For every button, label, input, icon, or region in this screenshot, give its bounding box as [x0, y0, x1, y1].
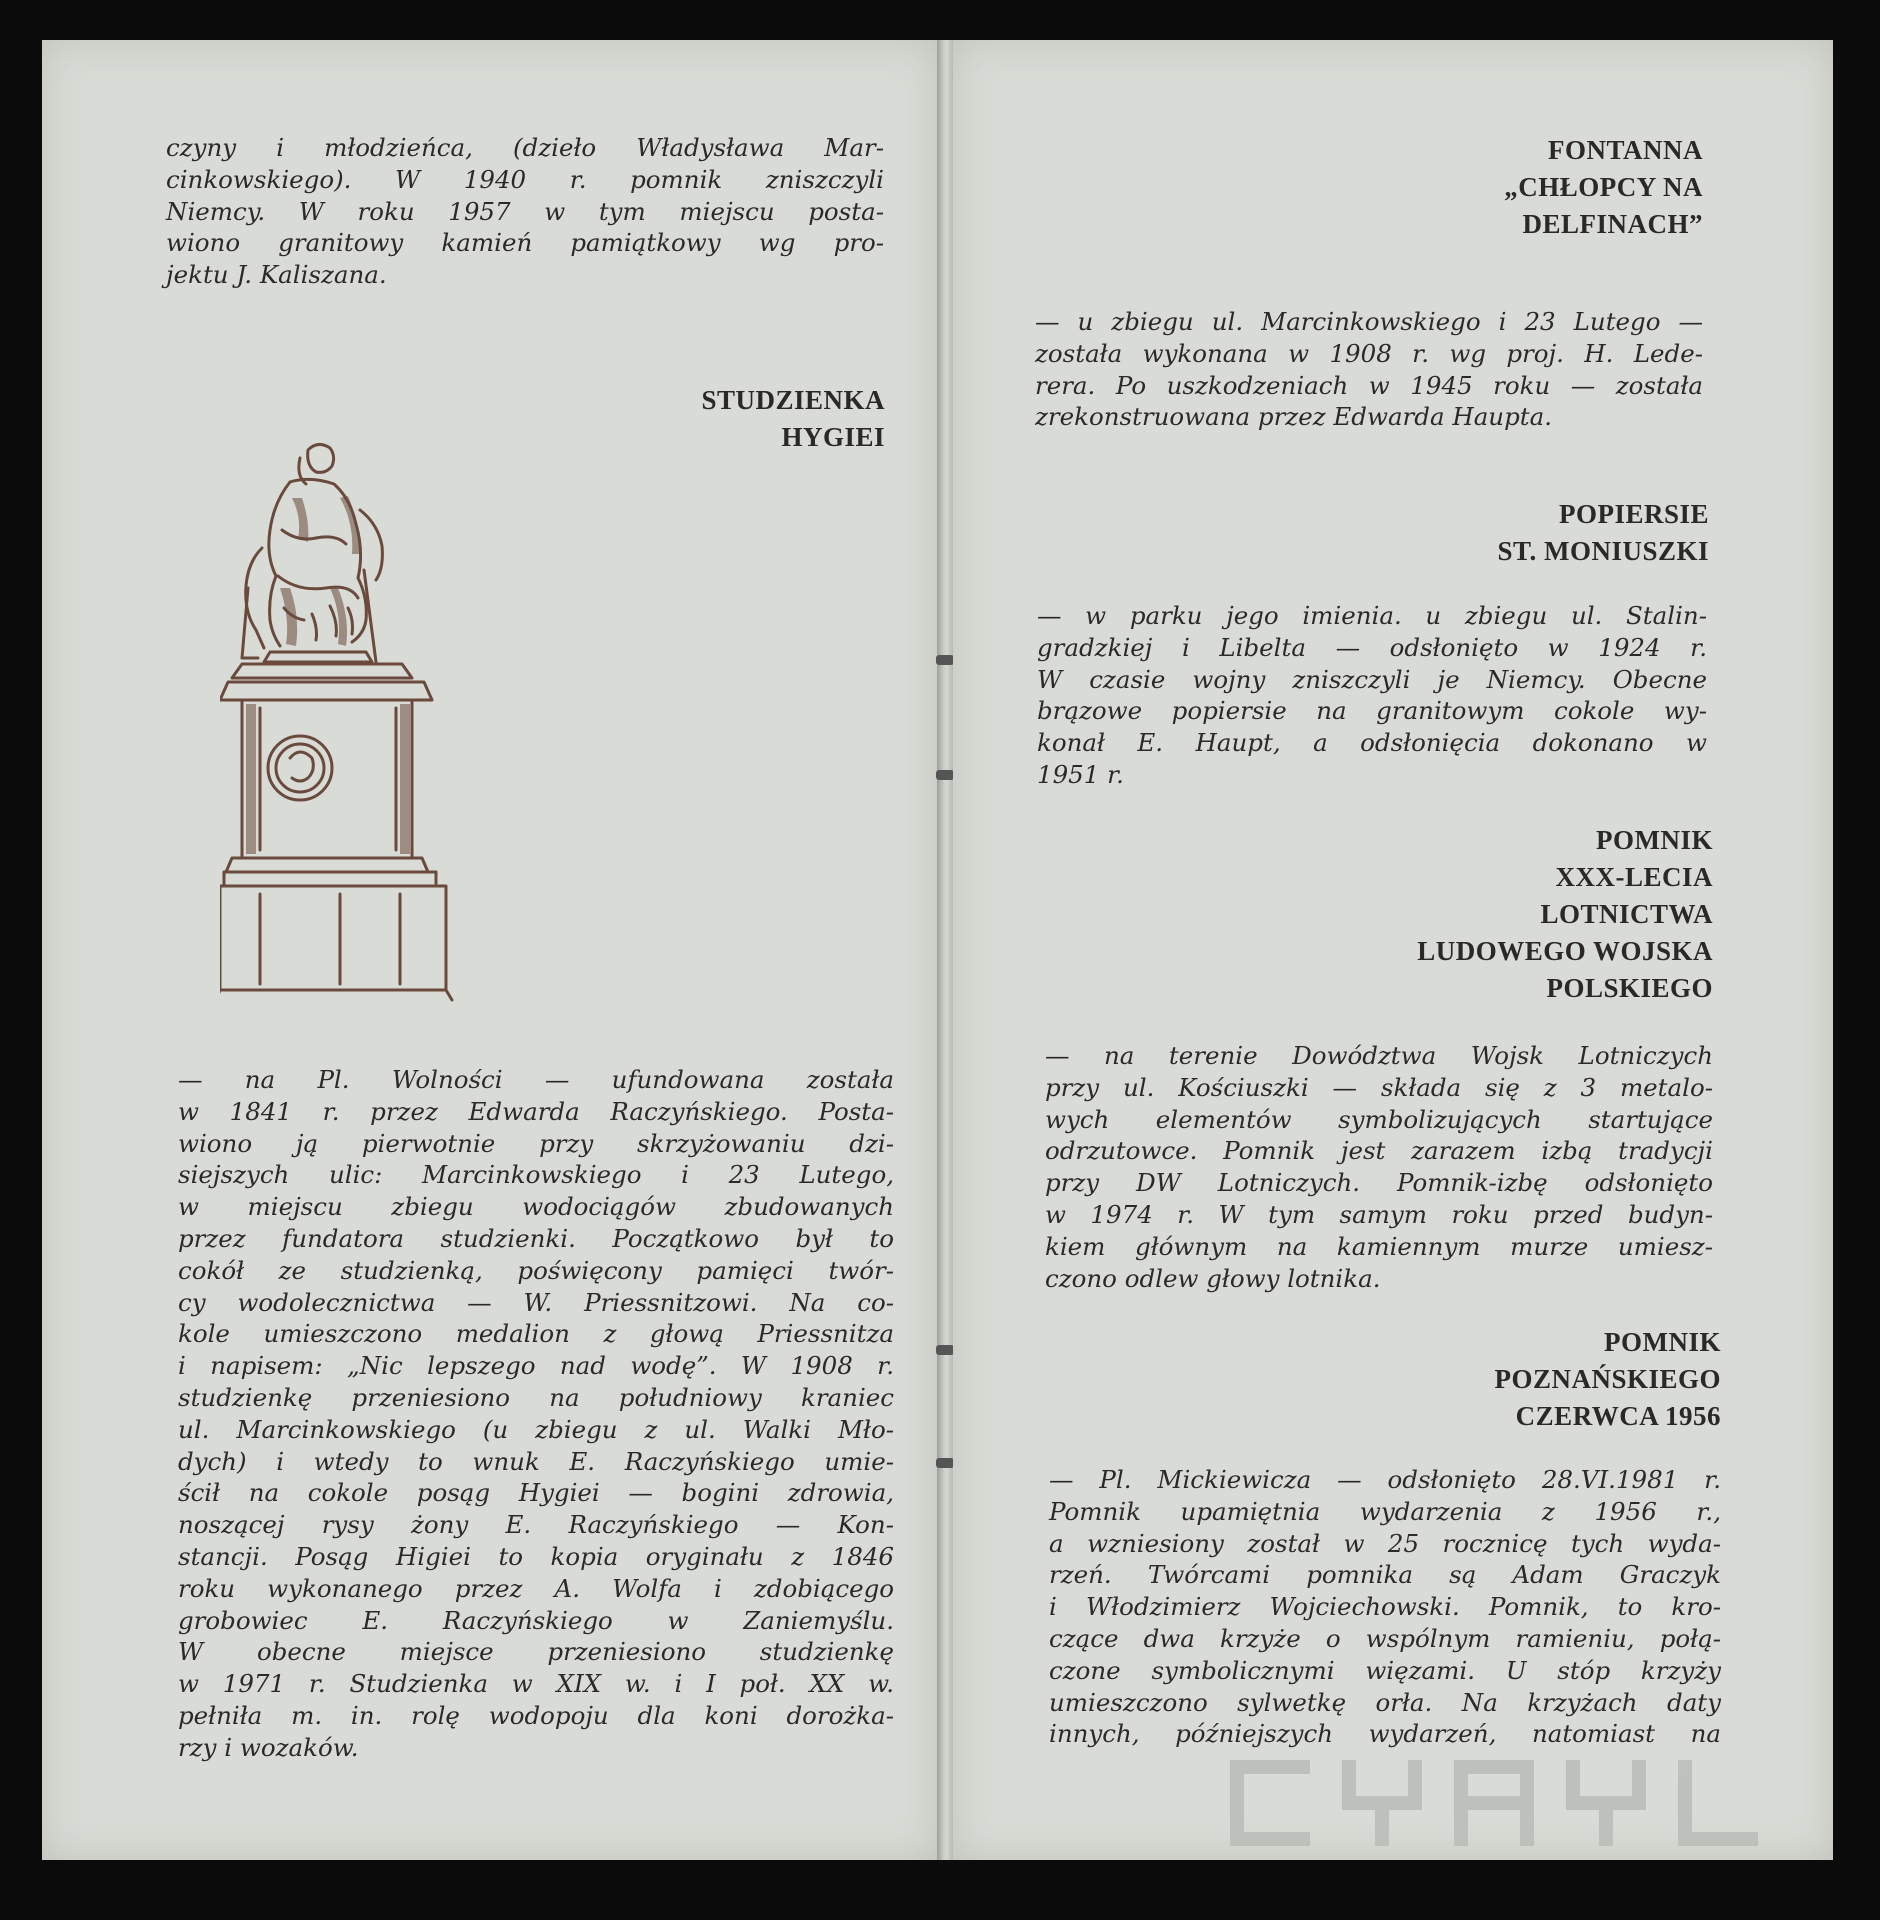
czerwiec-body-text	[1049, 1464, 1721, 1750]
text-line: cinkowskiego). W 1940 r. pomnik zniszczyli	[166, 164, 884, 194]
text-line: jektu J. Kaliszana.	[166, 260, 387, 290]
text-line: cokół ze studzienką, poświęcony pamięci twór-	[178, 1255, 894, 1285]
text-line: i napisem: „Nic lepszego nad wodę”. W 1908 r.	[178, 1351, 894, 1381]
heading-line: „CHŁOPCY NA	[1504, 172, 1703, 202]
heading-line: LOTNICTWA	[1540, 899, 1713, 929]
heading-line: DELFINACH”	[1522, 209, 1703, 239]
text-line: rzeń. Twórcami pomnika są Adam Graczyk	[1049, 1560, 1721, 1590]
text-line: — Pl. Mickiewicza — odsłonięto 28.VI.1981 r.	[1049, 1465, 1721, 1494]
text-line: pełniła m. in. rolę wodopoju dla koni dorożka-	[178, 1700, 894, 1730]
text-line: — w parku jego imienia. u zbiegu ul. Stalin-	[1037, 601, 1707, 630]
text-line: w miejscu zbiegu wodociągów zbudowanych	[178, 1192, 894, 1222]
text-line: brązowe popiersie na granitowym cokole wy-	[1037, 696, 1707, 726]
left-intro-text	[166, 132, 884, 291]
text-line: zrekonstruowana przez Edwarda Haupta.	[1035, 402, 1553, 432]
text-line: W obecne miejsce przeniesiono studzienkę	[178, 1637, 894, 1667]
heading-line: FONTANNA	[1548, 135, 1703, 165]
text-line: noszącej rysy żony E. Raczyńskiego — Kon-	[178, 1510, 894, 1540]
binding-gutter	[937, 40, 953, 1860]
text-line: przy ul. Kościuszki — składa się z 3 metalo-	[1045, 1072, 1713, 1102]
text-line: dych) i wtedy to wnuk E. Raczyńskiego umie-	[178, 1446, 894, 1476]
heading-line: ST. MONIUSZKI	[1497, 536, 1709, 566]
watermark-label	[1230, 1760, 1233, 1761]
text-line: stancji. Posąg Higiei to kopia oryginału z 1846	[178, 1541, 894, 1571]
lotnictwa-body-text	[1045, 1040, 1713, 1294]
heading-pomnik-lotnictwa	[1233, 822, 1713, 1007]
heading-popiersie-moniuszki	[1273, 496, 1709, 570]
text-line: umieszczono sylwetkę orła. Na krzyżach daty	[1049, 1687, 1721, 1717]
text-line: przez fundatora studzienki. Początkowo był to	[178, 1223, 894, 1253]
heading-studzienka-hygiei	[442, 382, 885, 456]
text-line: Pomnik upamiętnia wydarzenia z 1956 r.,	[1049, 1496, 1721, 1526]
text-line: rera. Po uszkodzeniach w 1945 roku — została	[1035, 370, 1703, 400]
staple	[936, 770, 954, 780]
text-line: gradzkiej i Libelta — odsłonięto w 1924 r.	[1037, 632, 1707, 662]
heading-line: POMNIK	[1604, 1327, 1721, 1357]
text-line: w 1974 r. W tym samym roku przed budyn-	[1045, 1199, 1713, 1229]
text-line: grobowiec E. Raczyńskiego w Zaniemyślu.	[178, 1605, 894, 1635]
text-line: rzy i wozaków.	[178, 1732, 359, 1762]
text-line: konał E. Haupt, a odsłonięcia dokonano w	[1037, 728, 1707, 758]
text-line: ścił na cokole posąg Hygiei — bogini zdrowia,	[178, 1478, 894, 1508]
text-line: kiem głównym na kamiennym murze umiesz-	[1045, 1231, 1713, 1261]
text-line: wych elementów symbolizujących startujące	[1045, 1104, 1713, 1134]
staple	[936, 1345, 954, 1355]
staple	[936, 1458, 954, 1468]
text-line: wiono ją pierwotnie przy skrzyżowaniu dzi-	[178, 1128, 894, 1158]
fontanna-body-text	[1035, 306, 1703, 433]
text-line: kole umieszczono medalion z głową Priessnitza	[178, 1319, 894, 1349]
heading-pomnik-czerwca-1956	[1253, 1324, 1721, 1435]
text-line: cy wodolecznictwa — W. Priessnitzowi. Na co-	[178, 1287, 894, 1317]
text-line: czono odlew głowy lotnika.	[1045, 1263, 1381, 1293]
text-line: czone symbolicznymi więzami. U stóp krzyży	[1049, 1655, 1721, 1685]
text-line: roku wykonanego przez A. Wolfa i zdobiącego	[178, 1573, 894, 1603]
text-line: studzienkę przeniesiono na południowy kraniec	[178, 1382, 894, 1412]
text-line: ul. Marcinkowskiego (u zbiegu z ul. Walki Mło-	[178, 1414, 894, 1444]
text-line: odrzutowce. Pomnik jest zarazem izbą tradycji	[1045, 1136, 1713, 1166]
heading-line: POZNAŃSKIEGO	[1494, 1364, 1721, 1394]
text-line: przy DW Lotniczych. Pomnik-izbę odsłonięto	[1045, 1168, 1713, 1198]
heading-line: HYGIEI	[781, 422, 885, 452]
heading-line: POMNIK	[1596, 825, 1713, 855]
text-line: W czasie wojny zniszczyli je Niemcy. Obecne	[1037, 664, 1707, 694]
text-line: 1951 r.	[1037, 759, 1124, 789]
text-line: — na Pl. Wolności — ufundowana została	[178, 1065, 894, 1094]
text-line: innych, późniejszych wydarzeń, natomiast na	[1049, 1719, 1721, 1749]
popiersie-body-text	[1037, 600, 1707, 791]
heading-fontanna	[1273, 132, 1703, 243]
text-line: została wykonana w 1908 r. wg proj. H. Lede-	[1035, 338, 1703, 368]
heading-line: CZERWCA 1956	[1515, 1401, 1721, 1431]
heading-line: POLSKIEGO	[1546, 973, 1713, 1003]
studzienka-body-text	[178, 1064, 894, 1764]
text-line: czące dwa krzyże o wspólnym ramieniu, połą-	[1049, 1623, 1721, 1653]
text-line: i Włodzimierz Wojciechowski. Pomnik, to kro-	[1049, 1592, 1721, 1622]
text-line: a wzniesiony został w 25 rocznicę tych wyda-	[1049, 1528, 1721, 1558]
cyryl-watermark	[1230, 1760, 1770, 1846]
text-line: czyny i młodzieńca, (dzieło Władysława Mar-	[166, 133, 884, 162]
cyryl-logo-icon	[1230, 1760, 1770, 1846]
text-line: wiono granitowy kamień pamiątkowy wg pro-	[166, 228, 884, 258]
text-line: — na terenie Dowództwa Wojsk Lotniczych	[1045, 1041, 1713, 1070]
text-line: — u zbiegu ul. Marcinkowskiego i 23 Lutego —	[1035, 307, 1703, 336]
heading-line: STUDZIENKA	[701, 385, 885, 415]
left-page	[42, 40, 937, 1860]
text-line: w 1971 r. Studzienka w XIX w. i I poł. XX w.	[178, 1669, 894, 1699]
text-line: Niemcy. W roku 1957 w tym miejscu posta-	[166, 196, 884, 226]
hygiei-statue-illustration	[220, 438, 464, 1018]
text-line: w 1841 r. przez Edwarda Raczyńskiego. Posta-	[178, 1096, 894, 1126]
heading-line: LUDOWEGO WOJSKA	[1417, 936, 1713, 966]
heading-line: XXX-LECIA	[1555, 862, 1713, 892]
heading-line: POPIERSIE	[1558, 499, 1709, 529]
right-page	[953, 40, 1833, 1860]
text-line: siejszych ulic: Marcinkowskiego i 23 Lutego,	[178, 1160, 894, 1190]
staple	[936, 655, 954, 665]
